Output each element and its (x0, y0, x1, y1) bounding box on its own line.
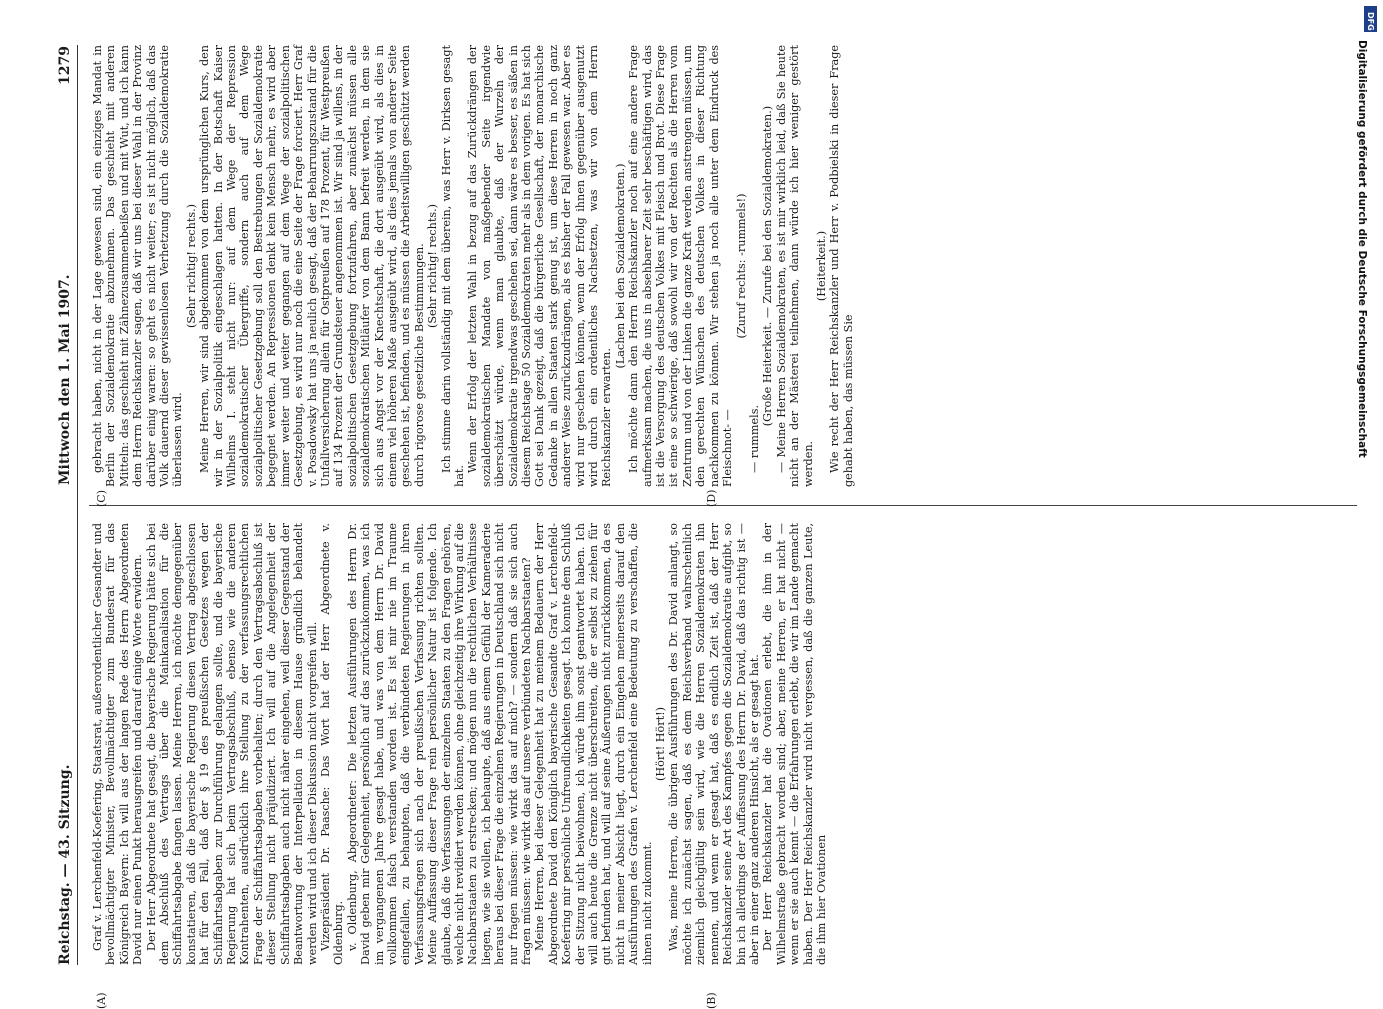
page-number: 1279 (57, 46, 73, 85)
paragraph: — Meine Herren Sozialdemokraten, es ist mir wirklich leid, daß Sie heute nicht an der Mästerei teilnehmen, dann würde ich hier weniger gestört werden. (774, 45, 815, 487)
paragraph: (Lachen bei den Sozialdemokraten.) (613, 163, 627, 369)
rotated-page-content (55, 45, 1365, 1009)
margin-marker-b: (B) (705, 992, 718, 1009)
paragraph: Der Herr Reichskanzler hat die Ovationen erlebt, die ihm in der Wilhelmstraße gebracht worden sind; aber, meine Herren, er hat nicht — wenn er sie auch kennt — die Erfahrungen erlebt, die wir im Lande gemacht haben. Der Herr Reichskanzler wird nicht vergessen, daß die ganzen Leute, die ihm hier Ovationen (761, 523, 828, 965)
header-left: Reichstag. — 43. Sitzung. (57, 764, 73, 965)
paragraph: Meine Herren, bei dieser Gelegenheit hat zu meinem Bedauern der Herr Abgeordnete David den Königlich bayerische Gesandte Graf v. Lerchenfeld-Koefering mir persönliche Unfreundlichkeiten gesagt. Ich konnte dem Schluß der Sitzung nicht beiwohnen, ich würde ihm sonst geantwortet haben. Ich will auch heute die Grenze nicht überschreiten, die er selbst zu ziehen für gut befunden hat, und will auf seine Äußerungen nicht zurückkommen, da es nicht in meiner Absicht liegt, durch ein Eingehen meinerseits darauf den Ausführungen des Grafen v. Lerchenfeld eine Bedeutung zu verschaffen, die ihnen nicht zukommt. (533, 523, 654, 965)
paragraph: Graf v. Lerchenfeld-Koefering, Staatsrat, außerordentlicher Gesandter und bevollmächtigter Minister, Bevollmächtigter zum Bundesrat für das Königreich Bayern: Ich will aus der langen Rede des Herrn Abgeordneten David nur einen Punkt herausgreifen und darauf einige Worte erwidern. (91, 523, 145, 965)
column-divider (89, 505, 1357, 506)
paragraph: (Sehr richtig! rechts.) (184, 203, 198, 329)
paragraph: Der Herr Abgeordnete hat gesagt, die bayerische Regierung hätte sich bei dem Abschluß des Vertrags über die Mainkanalisation für die Schiffahrtsabgabe fangen lassen. Meine Herren, ich möchte demgegenüber konstatieren, daß die bayerische Regierung diesen Vertrag abgeschlossen hat für den Fall, daß der § 19 des preußischen Gesetzes wegen der Schiffahrtsabgaben zur Durchführung gelangen sollte, und die bayerische Regierung hat sich beim Vertragsabschluß, ebenso wie die anderen Kontrahenten, ausdrücklich ihre Stellung zu der verfassungsrechtlichen Frage der Schiffahrtsabgaben vorbehalten; durch den Vertragsabschluß ist dieser Stellung nicht präjudiziert. Ich will auf die Angelegenheit der Schiffahrtsabgaben auch nicht näher eingehen, weil dieser Gegenstand der Beantwortung der Interpellation in diesem Hause gründlich behandelt werden wird und ich dieser Diskussion nicht vorgreifen will. (144, 523, 319, 965)
paragraph: v. Oldenburg, Abgeordneter: Die letzten Ausführungen des Herrn Dr. David geben mir Gelegenheit, persönlich auf das zurückzukommen, was ich im vergangenen Jahre gesagt habe, und was von dem Herrn Dr. David vollkommen falsch verstanden worden ist. Es ist mir nie im Traume eingefallen, zu behaupten, daß die verbündeten Regierungen in ihren Verfassungsfragen sich nach der preußischen Verfassung richten sollten. Meine Auffassung dieser Frage rein persönlicher Natur ist folgende. Ich glaube, daß die Verfassungen der einzelnen Staaten zu den Fragen gehören, welche nicht revidiert werden können, ohne gleichzeitig ihre Wirkung auf die Nachbarstaaten zu erstrecken; und mögen nun die rechtlichen Verhältnisse liegen, wie sie wollen, ich behaupte, daß aus einem Gefühl der Kameraderie heraus bei dieser Frage die einzelnen Regierungen in Deutschland sich nicht nur fragen müssen: wie wirkt das auf mich? — sondern daß sie sich auch fragen müssen: wie wirkt das auf unsere verbündeten Nachbarstaaten? (345, 523, 533, 965)
text-column-left (91, 523, 1356, 965)
page-header (55, 45, 79, 965)
text-column-right (91, 45, 1356, 487)
paragraph: — rummels. (747, 404, 761, 473)
dfg-logo (1364, 6, 1377, 32)
paragraph: (Heiterkeit.) (814, 230, 828, 302)
paragraph: (Hört! Hört!) (654, 707, 668, 781)
paragraph: (Große Heiterkeit. — Zurufe bei den Sozialdemokraten.) (761, 105, 775, 427)
paragraph: gebracht haben, nicht in der Lage gewesen sind, ein einziges Mandat in Berlin der Sozialdemokratie abzunehmen. Das geschieht mit anderen Mitteln: das geschieht mit Zähnezusammenbeißen und mit Wut, und ich kann dem Herrn Reichskanzler sagen, daß wir uns bei dieser Wahl in der Provinz darüber einig waren: so geht es nicht weiter; es ist nicht möglich, daß das Volk dauernd dieser gewissenlosen Verhetzung durch die Sozialdemokratie überlassen wird. (91, 45, 185, 487)
dfg-logo-text: DFG (1366, 12, 1375, 31)
digitization-credit: Digitalisierung gefördert durch die Deutsche Forschungsgemeinschaft (1356, 40, 1368, 458)
paragraph: Wie recht der Herr Reichskanzler und Herr v. Podbielski in dieser Frage gehabt haben, das müssen Sie (828, 45, 855, 487)
header-rule (77, 45, 78, 965)
paragraph: Meine Herren, wir sind abgekommen von dem ursprünglichen Kurs, den wir in der Sozialpolitik eingeschlagen hatten. In der Botschaft Kaiser Wilhelms I. steht nicht nur: auf dem Wege der Repression sozialdemokratischer Übergriffe, sondern auch auf dem Wege sozialpolitischer Gesetzgebung soll den Bestrebungen der Sozialdemokratie begegnet werden. An Repressionen denkt kein Mensch mehr, es wird aber immer weiter und weiter gegangen auf dem Wege der sozialpolitischen Gesetzgebung, es wird nur noch die eine Seite der Frage forciert. Herr Graf v. Posadowsky hat uns ja neulich gesagt, daß der Beharrungszustand für die Unfallversicherung allein für Ostpreußen auf 178 Prozent, für Westpreußen auf 134 Prozent der Grundsteuer angenommen ist. Wir sind ja willens, in der sozialpolitischen Gesetzgebung fortzufahren, aber zunächst müssen alle sozialdemokratischen Mitläufer von dem Bann befreit werden, in dem sie sich aus Angst vor der Knechtschaft, die dort ausgeübt wird, als dies in einem viel höheren Maße ausgeübt wird, als dies jemals von anderer Seite geschehen ist, befinden, und es müssen die Arbeitswilligen geschützt werden durch rigorose gesetzliche Bestimmungen. (198, 45, 426, 487)
header-center: Mittwoch den 1. Mai 1907. (57, 274, 73, 485)
margin-marker-d: (D) (705, 489, 718, 507)
margin-marker-c: (C) (95, 490, 108, 507)
paragraph: (Sehr richtig! rechts.) (426, 203, 440, 329)
margin-marker-a: (A) (95, 992, 108, 1009)
paragraph: Ich stimme darin vollständig mit dem überein, was Herr v. Dirksen gesagt hat. (439, 45, 466, 487)
paragraph: Wenn der Erfolg der letzten Wahl in bezug auf das Zurückdrängen der sozialdemokratischen Mandate von maßgebender Seite irgendwie überschätzt würde, wenn man glaubte, daß der Wurzeln der Sozialdemokratie irgendwas geschehen sei, dann wäre es besser, es säßen in diesem Reichstage 50 Sozialdemokraten mehr als in dem vorigen. Es hat sich Gott sei Dank gezeigt, daß die bürgerliche Gesellschaft, der monarchische Gedanke in allen Staaten stark genug ist, um diese Herren in noch ganz anderer Weise zurückzudrängen, als es bisher der Fall gewesen war. Aber es wird nur geschehen können, wenn der Erfolg ihnen gegenüber ausgenutzt wird durch ein ordentliches Nachsetzen, was wir von dem Herrn Reichskanzler erwarten. (466, 45, 614, 487)
paragraph: Was, meine Herren, die übrigen Ausführungen des Dr. David anlangt, so möchte ich zunächst sagen, daß es dem Reichsverband wahrscheinlich ziemlich gleichgültig sein wird, wie die Herren Sozialdemokraten ihn nennen, und wenn er gesagt hat, daß es endlich Zeit ist, daß der Herr Reichskanzler seine Art des Kampfes gegen die Sozialdemokratie aufgibt, so bin ich allerdings der Auffassung des Herrn Dr. David, daß das richtig ist — aber in einer ganz anderen Hinsicht, als er gesagt hat. (667, 523, 761, 965)
paragraph: (Zuruf rechts: -rummels!) (734, 193, 748, 339)
paragraph: Ich möchte dann den Herrn Reichskanzler noch auf eine andere Frage aufmerksam machen, die uns in absehbarer Zeit sehr beschäftigen wird, das ist die Versorgung des deutschen Volkes mit Fleisch und Brot. Diese Frage ist eine so schwierige, daß sowohl wir von der Rechten als die Herren vom Zentrum und von der Linken die ganze Kraft werden anstrengen müssen, um den gerechten Wünschen des deutschen Volkes in dieser Richtung nachkommen zu können. Wir stehen ja noch alle unter dem Eindruck des Fleischnot- — (627, 45, 735, 487)
paragraph: Vizepräsident Dr. Paasche: Das Wort hat der Herr Abgeordnete v. Oldenburg. (318, 523, 346, 965)
